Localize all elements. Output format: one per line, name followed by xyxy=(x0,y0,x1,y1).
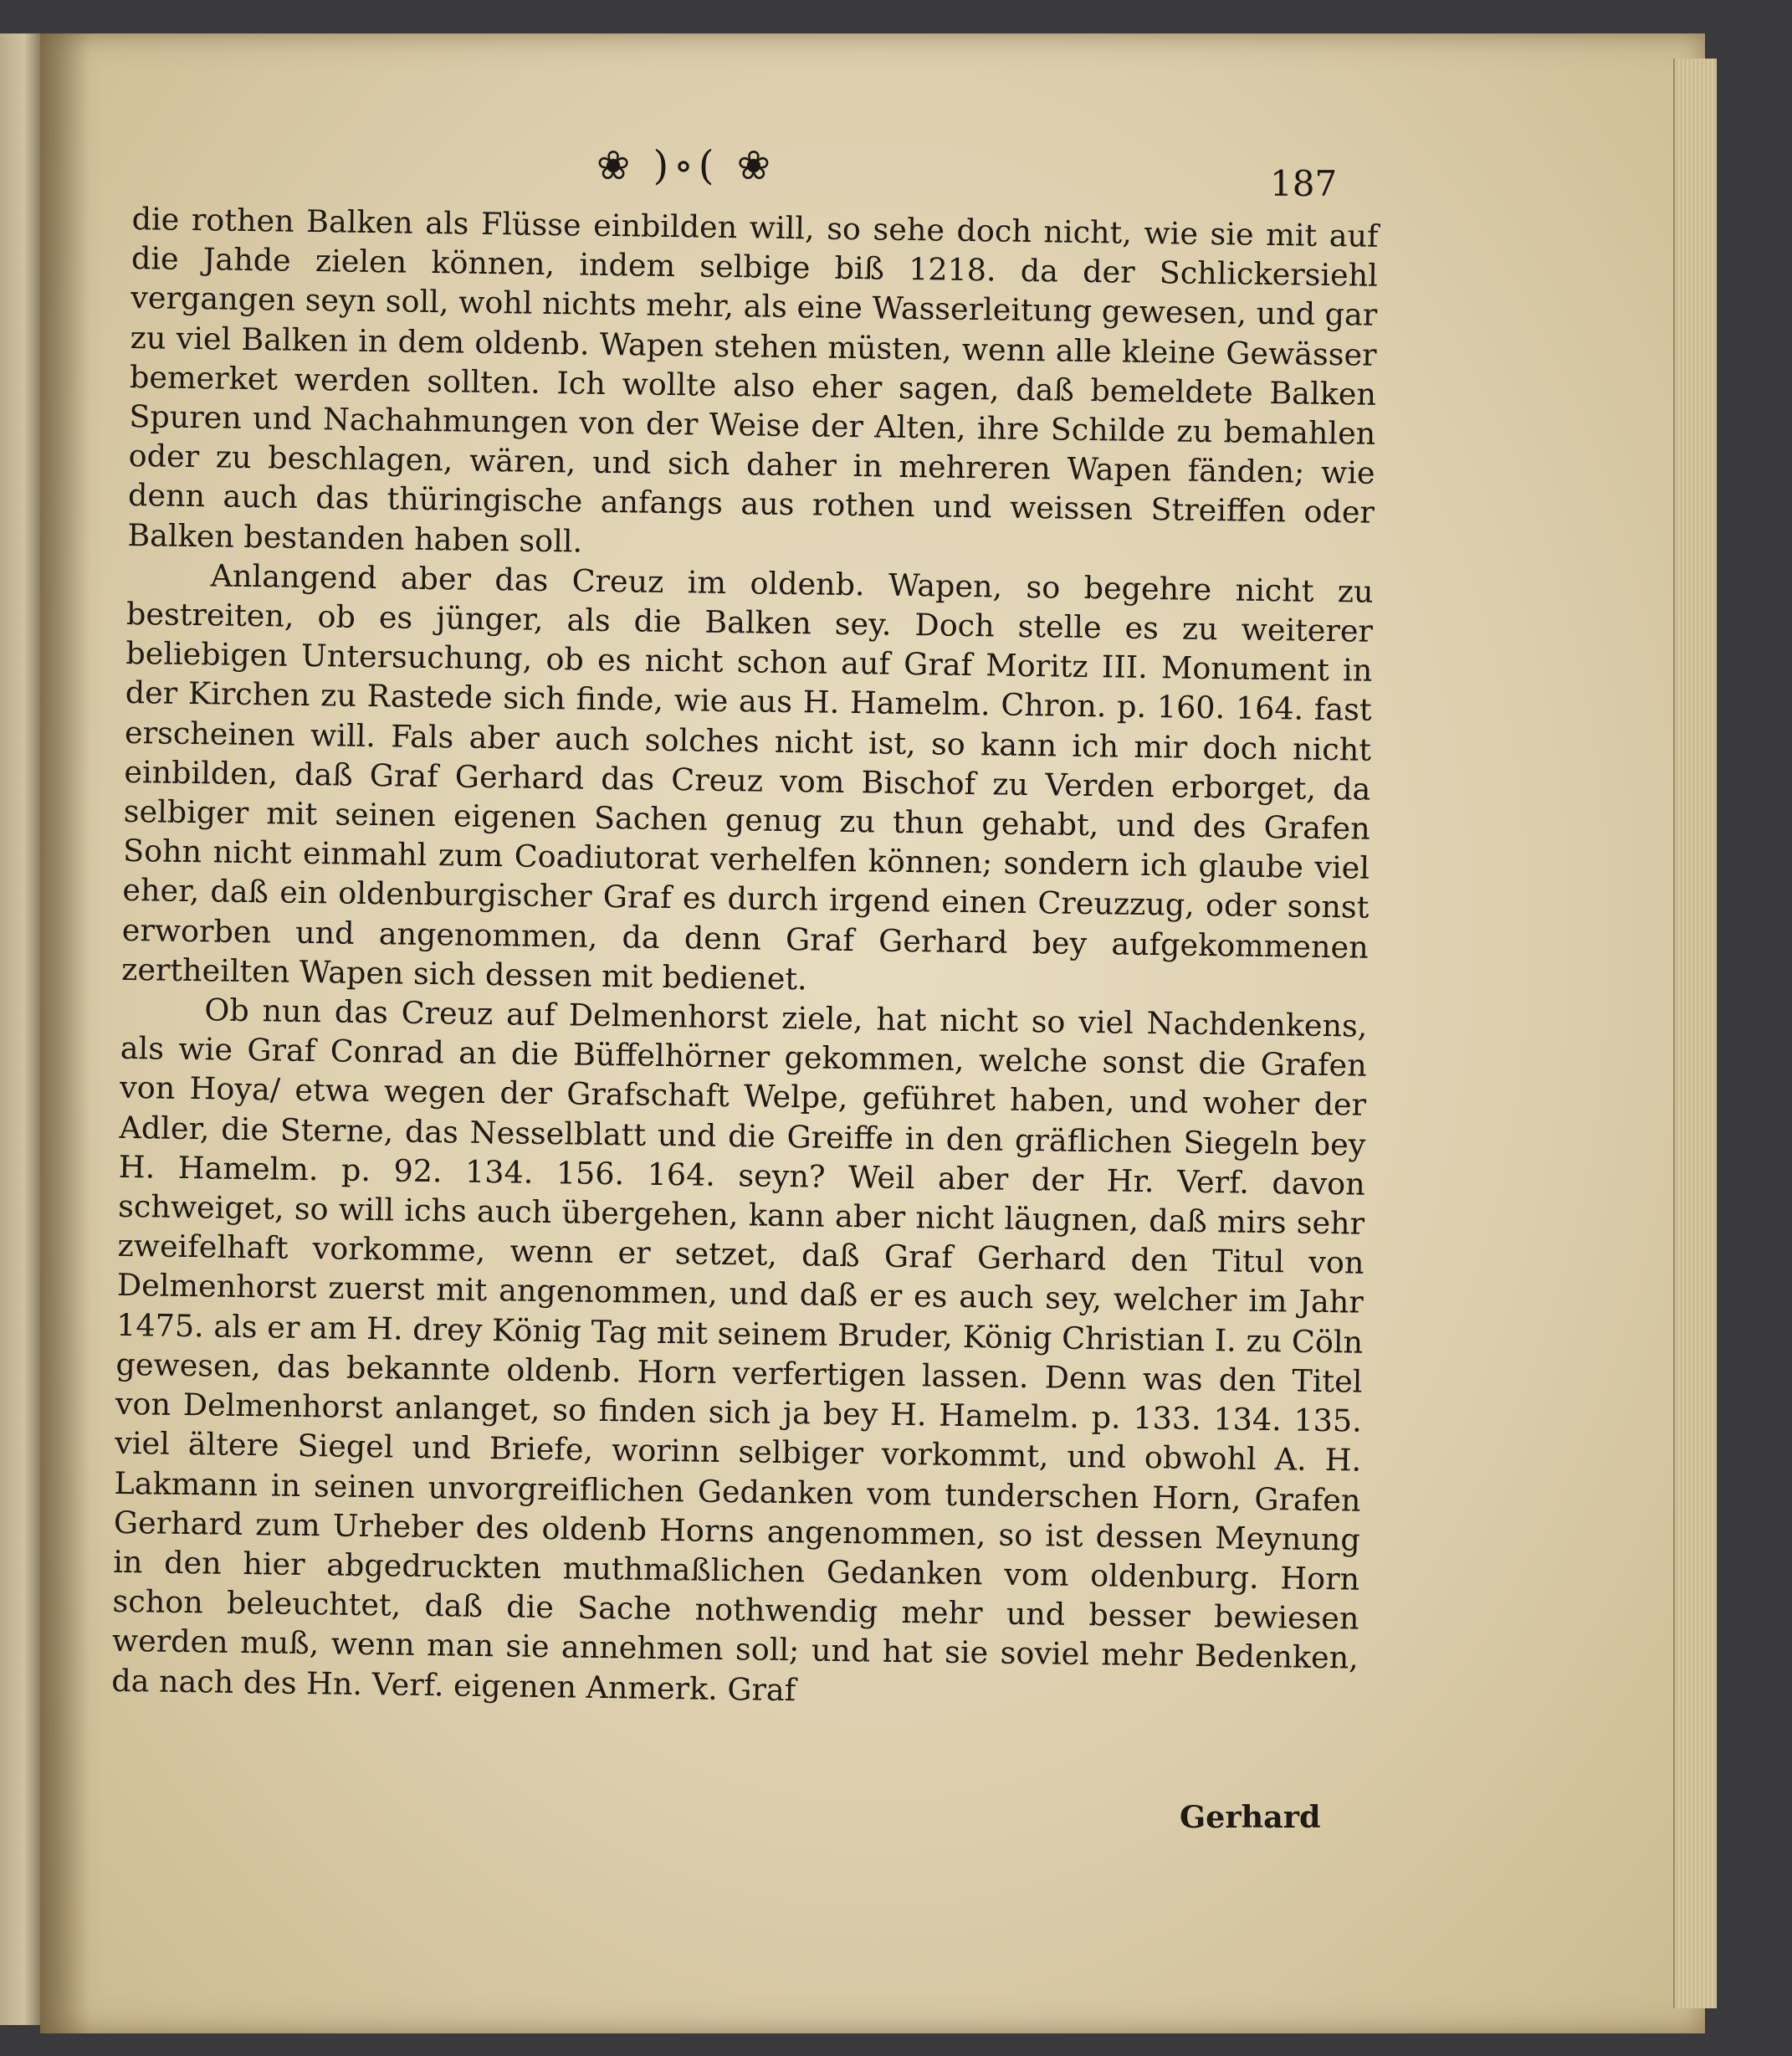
left-page-edge xyxy=(0,33,40,2025)
page-stack-edge xyxy=(1673,59,1717,2008)
page-number: 187 xyxy=(1270,163,1338,204)
paragraph-1: die rothen Balken als Flüsse einbilden will, so sehe doch nicht, wie sie mit auf die Jahde zielen können, indem selbige biß 1218. da der Schlickersiehl vergangen seyn soll, wohl nichts mehr, als eine Wasserleitung gewesen, und gar zu viel Balken in dem oldenb. Wapen stehen müsten, wenn alle kleine Gewässer bemerket werden sollten. Ich wollte also eher sagen, daß bemeldete Balken Spuren und Nachahmungen von der Weise der Alten, ihre Schilde zu bemahlen oder zu beschlagen, wären, und sich daher in mehreren Wapen fänden; wie denn auch das thüringische anfangs aus rothen und weissen Streiffen oder Balken bestanden haben soll. xyxy=(127,200,1379,560)
paragraph-2: Anlangend aber das Creuz im oldenb. Wapen, so begehre nicht zu bestreiten, ob es jünger, als die Balken sey. Doch stelle es zu weiterer beliebigen Untersuchung, ob es nicht schon auf Graf Moritz III. Monument in der Kirchen zu Rastede sich finde, wie aus H. Hamelm. Chron. p. 160. 164. fast erscheinen will. Fals aber auch solches nicht ist, so kann ich mir doch nicht einbilden, daß Graf Gerhard das Creuz vom Bischof zu Verden erborget, da selbiger mit seinen eigenen Sachen genug zu thun gehabt, und des Grafen Sohn nicht einmahl zum Coadiutorat verhelfen können; sondern ich glaube viel eher, daß ein oldenburgischer Graf es durch irgend einen Creuzzug, oder sonst erworben und angenommen, da denn Graf Gerhard bey aufgekommenen zertheilten Wapen sich dessen mit bedienet. xyxy=(120,557,1374,997)
paragraph-3: Ob nun das Creuz auf Delmenhorst ziele, hat nicht so viel Nachdenkens, als wie Graf Conrad an die Büffelhörner gekommen, welche sonst die Grafen von Hoya/ etwa wegen der Grafschaft Welpe, geführet haben, und woher der Adler, die Sterne, das Nesselblatt und die Greiffe in den gräflichen Siegeln bey H. Hamelm. p. 92. 134. 156. 164. seyn? Weil aber der Hr. Verf. davon schweiget, so will ichs auch übergehen, kann aber nicht läugnen, daß mirs sehr zweifelhaft vorkomme, wenn er setzet, daß Graf Gerhard den Titul von Delmenhorst zuerst mit angenommen, und daß er es auch sey, welcher im Jahr 1475. als er am H. drey König Tag mit seinem Bruder, König Christian I. zu Cöln gewesen, das bekannte oldenb. Horn verfertigen lassen. Denn was den Titel von Delmenhorst anlanget, so finden sich ja bey H. Hamelm. p. 133. 134. 135. viel ältere Siegel und Briefe, worinn selbiger vorkommt, und obwohl A. H. Lakmann in seinen unvorgreiflichen Gedanken vom tunderschen Horn, Grafen Gerhard zum Urheber des oldenb Horns angenommen, so ist dessen Meynung in den hier abgedruckten muthmaßlichen Gedanken vom oldenburg. Horn schon beleuchtet, daß die Sache nothwendig mehr und besser bewiesen werden muß, wenn man sie annehmen soll; und hat sie soviel mehr Bedenken, da nach des Hn. Verf. eigenen Anmerk. Graf xyxy=(110,992,1368,1708)
body-text xyxy=(111,199,1379,1717)
page-gutter-shadow xyxy=(40,33,90,2033)
header-ornament: ❀ )∘( ❀ xyxy=(596,142,776,189)
catchword: Gerhard xyxy=(1180,1799,1321,1835)
